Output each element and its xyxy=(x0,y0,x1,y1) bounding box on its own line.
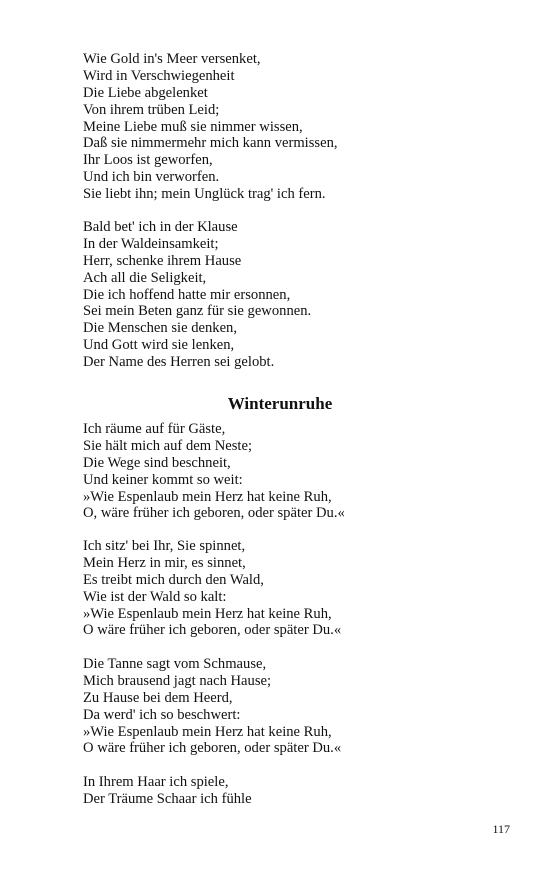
verse-line: Ach all die Seligkeit, xyxy=(83,269,207,286)
verse-line: Bald bet' ich in der Klause xyxy=(83,219,238,235)
verse-line: Ihr Loos ist geworfen, xyxy=(83,152,213,169)
verse-line: Und Gott wird sie lenken, xyxy=(83,337,235,354)
verse-line: O wäre früher ich geboren, oder später Du.« xyxy=(83,740,342,757)
verse-line: Es treibt mich durch den Wald, xyxy=(83,571,264,588)
verse-line: Daß sie nimmermehr mich kann vermissen, xyxy=(83,135,338,152)
verse-line: Wird in Verschwiegenheit xyxy=(83,67,235,84)
stanza xyxy=(83,538,503,639)
verse-line: In Ihrem Haar ich spiele, xyxy=(83,774,229,790)
verse-line: Herr, schenke ihrem Hause xyxy=(83,252,242,269)
verse-line: Die Tanne sagt vom Schmause, xyxy=(83,656,267,672)
verse-line: »Wie Espenlaub mein Herz hat keine Ruh, xyxy=(83,723,332,740)
verse-line: Mich brausend jagt nach Hause; xyxy=(83,672,272,689)
verse-line: Die Menschen sie denken, xyxy=(83,320,237,337)
verse-line: Der Träume Schaar ich fühle xyxy=(83,790,252,807)
verse-line: Die Liebe abgelenket xyxy=(83,84,208,101)
verse-line: Und keiner kommt so weit: xyxy=(83,471,243,488)
stanza xyxy=(83,219,503,371)
stanza xyxy=(83,51,503,203)
poem-title: Winterunruhe xyxy=(227,394,333,413)
verse-line: Ich sitz' bei Ihr, Sie spinnet, xyxy=(83,538,246,554)
stanza xyxy=(83,421,503,522)
verse-line: Mein Herz in mir, es sinnet, xyxy=(83,554,246,571)
verse-line: Die ich hoffend hatte mir ersonnen, xyxy=(83,286,291,303)
verse-line: Wie Gold in's Meer versenket, xyxy=(83,51,261,67)
verse-line: Sie liebt ihn; mein Unglück trag' ich fern. xyxy=(83,186,326,203)
verse-line: Sie hält mich auf dem Neste; xyxy=(83,437,252,454)
verse-line: Da werd' ich so beschwert: xyxy=(83,706,241,723)
verse-line: Die Wege sind beschneit, xyxy=(83,454,231,471)
verse-line: O wäre früher ich geboren, oder später Du.« xyxy=(83,622,342,639)
verse-line: In der Waldeinsamkeit; xyxy=(83,235,219,252)
verse-line: Und ich bin verworfen. xyxy=(83,169,220,186)
verse-line: Der Name des Herren sei gelobt. xyxy=(83,354,275,371)
stanza xyxy=(83,656,503,757)
stanza xyxy=(83,774,503,808)
verse-line: Zu Hause bei dem Heerd, xyxy=(83,689,233,706)
verse-line: »Wie Espenlaub mein Herz hat keine Ruh, xyxy=(83,605,332,622)
page-number: 117 xyxy=(492,822,510,836)
verse-line: Meine Liebe muß sie nimmer wissen, xyxy=(83,118,303,135)
verse-line: »Wie Espenlaub mein Herz hat keine Ruh, xyxy=(83,488,332,505)
verse-line: Sei mein Beten ganz für sie gewonnen. xyxy=(83,303,312,320)
verse-line: Wie ist der Wald so kalt: xyxy=(83,588,227,605)
verse-line: Ich räume auf für Gäste, xyxy=(83,421,226,437)
verse-line: O, wäre früher ich geboren, oder später Du.« xyxy=(83,505,345,522)
verse-line: Von ihrem trüben Leid; xyxy=(83,101,220,118)
